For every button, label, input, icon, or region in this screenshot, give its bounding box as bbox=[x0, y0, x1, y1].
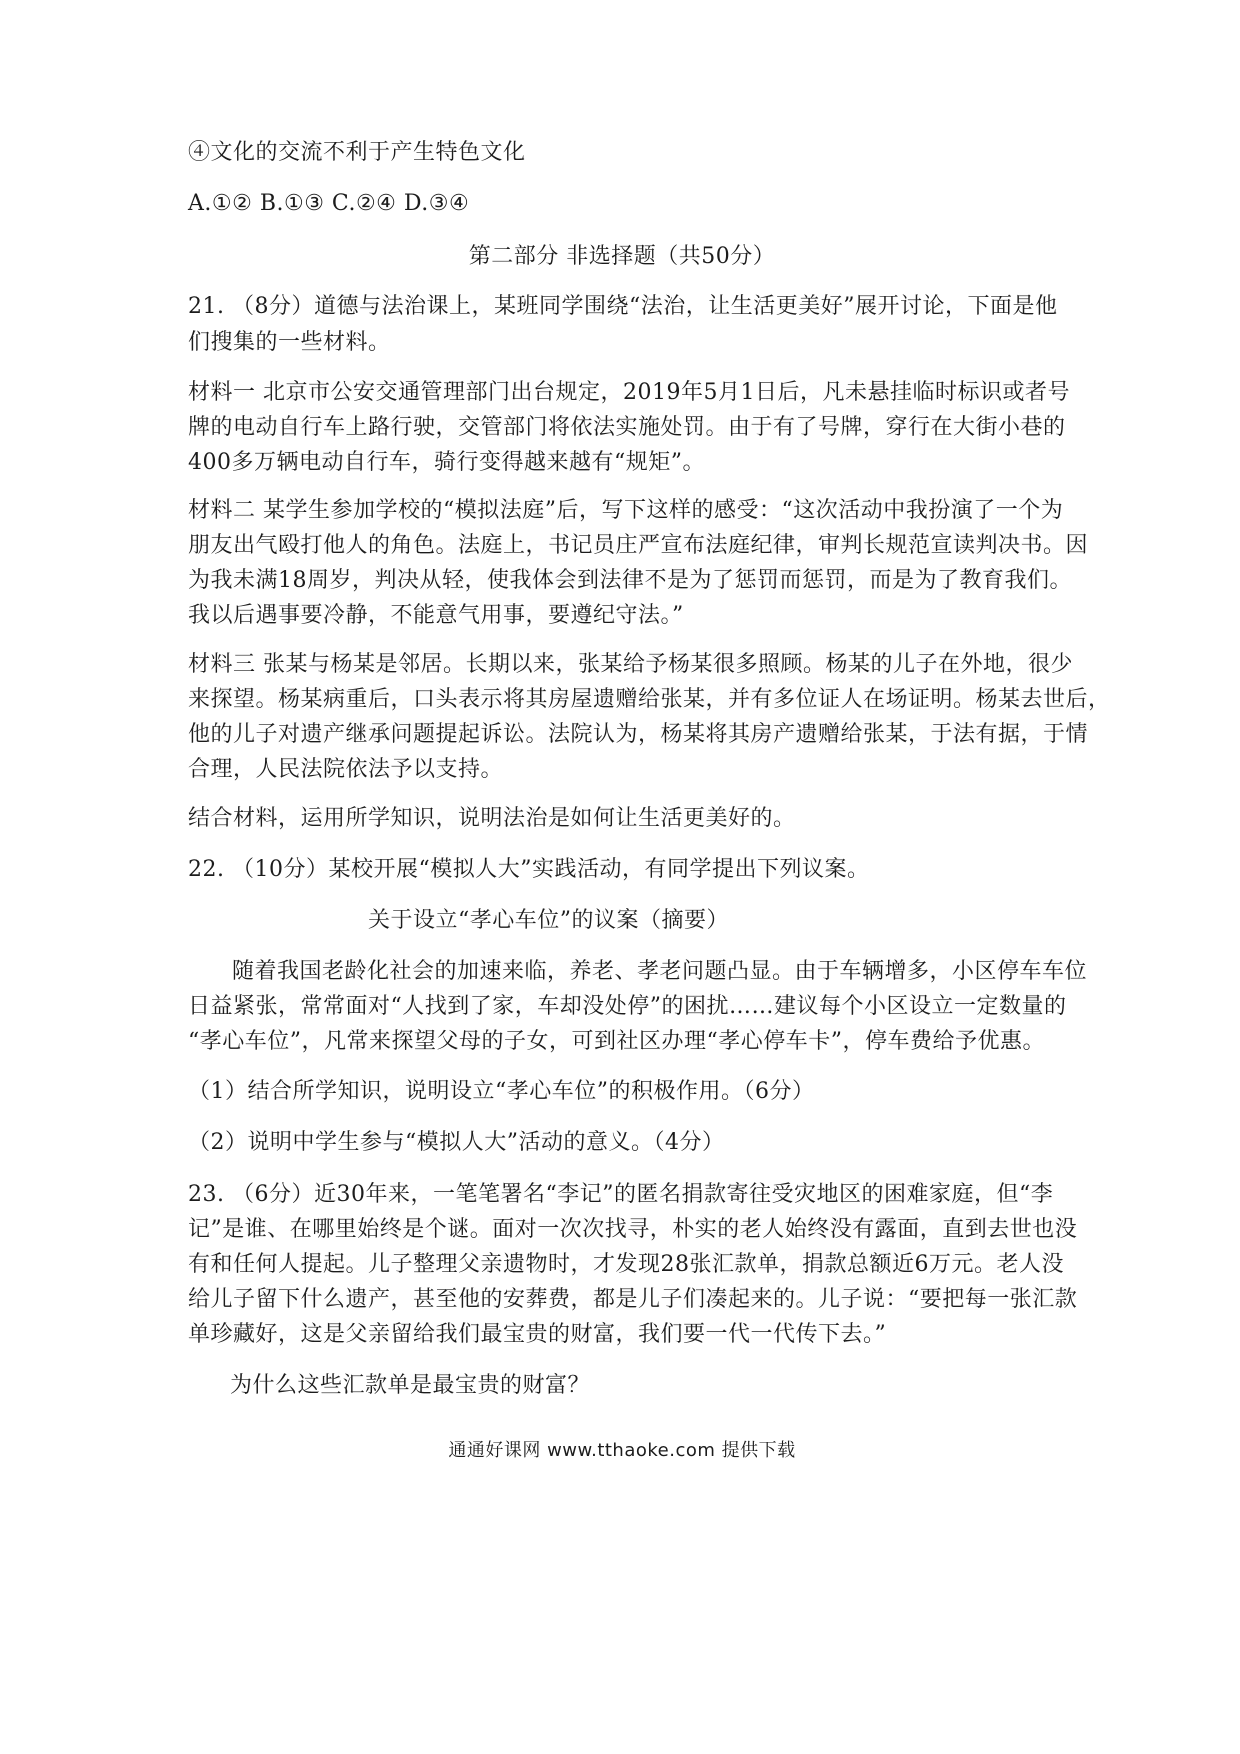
q23-line-3: 有和任何人提起。儿子整理父亲遗物时，才发现28张汇款单，捐款总额近6万元。老人没 bbox=[188, 1252, 1064, 1277]
q22-proposal-line-1: 随着我国老龄化社会的加速来临，养老、孝老问题凸显。由于车辆增多，小区停车车位 bbox=[232, 959, 1088, 984]
q22-proposal-line-3: “孝心车位”，凡常来探望父母的子女，可到社区办理“孝心停车卡”，停车费给予优惠。 bbox=[188, 1029, 1045, 1054]
q21-material2-line-1: 材料二 某学生参加学校的“模拟法庭”后，写下这样的感受：“这次活动中我扮演了一个为 bbox=[188, 498, 1064, 523]
q21-material2-line-3: 为我未满18周岁，判决从轻，使我体会到法律不是为了惩罚而惩罚，而是为了教育我们。 bbox=[188, 568, 1072, 593]
q21-material2-line-2: 朋友出气殴打他人的角色。法庭上，书记员庄严宣布法庭纪律，审判长规范宣读判决书。因 bbox=[188, 533, 1089, 558]
q21-question: 结合材料，运用所学知识，说明法治是如何让生活更美好的。 bbox=[188, 806, 796, 831]
answer-choices: A.①② B.①③ C.②④ D.③④ bbox=[188, 191, 470, 216]
q21-material3-line-2: 来探望。杨某病重后，口头表示将其房屋遗赠给张某，并有多位证人在场证明。杨某去世后， bbox=[188, 687, 1111, 712]
q22-proposal-title: 关于设立“孝心车位”的议案（摘要） bbox=[368, 908, 729, 933]
q23-line-5: 单珍藏好，这是父亲留给我们最宝贵的财富，我们要一代一代传下去。” bbox=[188, 1322, 887, 1347]
q22-subquestion-2: （2）说明中学生参与“模拟人大”活动的意义。（4分） bbox=[188, 1130, 725, 1155]
q21-material3-line-3: 他的儿子对遗产继承问题提起诉讼。法院认为，杨某将其房产遗赠给张某，于法有据，于情 bbox=[188, 722, 1089, 747]
q22-line-1: 22. （10分）某校开展“模拟人大”实践活动，有同学提出下列议案。 bbox=[188, 857, 870, 882]
section-title: 第二部分 非选择题（共50分） bbox=[468, 244, 776, 269]
q23-line-2: 记”是谁、在哪里始终是个谜。面对一次次找寻，朴实的老人始终没有露面，直到去世也没 bbox=[188, 1217, 1078, 1242]
q21-line-2: 们搜集的一些材料。 bbox=[188, 330, 391, 355]
q21-material1-line-1: 材料一 北京市公安交通管理部门出台规定，2019年5月1日后，凡未悬挂临时标识或者号 bbox=[188, 380, 1070, 405]
q21-line-1: 21. （8分）道德与法治课上，某班同学围绕“法治，让生活更美好”展开讨论，下面是他 bbox=[188, 294, 1058, 319]
q21-material1-line-2: 牌的电动自行车上路行驶，交管部门将依法实施处罚。由于有了号牌，穿行在大街小巷的 bbox=[188, 415, 1066, 440]
q22-subquestion-1: （1）结合所学知识，说明设立“孝心车位”的积极作用。（6分） bbox=[188, 1079, 815, 1104]
footer-text: 通通好课网 www.tthaoke.com 提供下载 bbox=[448, 1440, 796, 1461]
q21-material3-line-4: 合理，人民法院依法予以支持。 bbox=[188, 757, 504, 782]
q23-question: 为什么这些汇款单是最宝贵的财富？ bbox=[230, 1373, 591, 1398]
option-4-text: ④文化的交流不利于产生特色文化 bbox=[188, 140, 526, 165]
q21-material3-line-1: 材料三 张某与杨某是邻居。长期以来，张某给予杨某很多照顾。杨某的儿子在外地，很少 bbox=[188, 652, 1073, 677]
q22-proposal-line-2: 日益紧张，常常面对“人找到了家，车却没处停”的困扰……建议每个小区设立一定数量的 bbox=[188, 994, 1067, 1019]
q23-line-1: 23. （6分）近30年来，一笔笔署名“李记”的匿名捐款寄往受灾地区的困难家庭，但“李 bbox=[188, 1182, 1054, 1207]
q21-material2-line-4: 我以后遇事要冷静，不能意气用事，要遵纪守法。” bbox=[188, 603, 684, 628]
q23-line-4: 给儿子留下什么遗产，甚至他的安葬费，都是儿子们凑起来的。儿子说：“要把每一张汇款 bbox=[188, 1287, 1078, 1312]
q21-material1-line-3: 400多万辆电动自行车，骑行变得越来越有“规矩”。 bbox=[188, 450, 705, 475]
